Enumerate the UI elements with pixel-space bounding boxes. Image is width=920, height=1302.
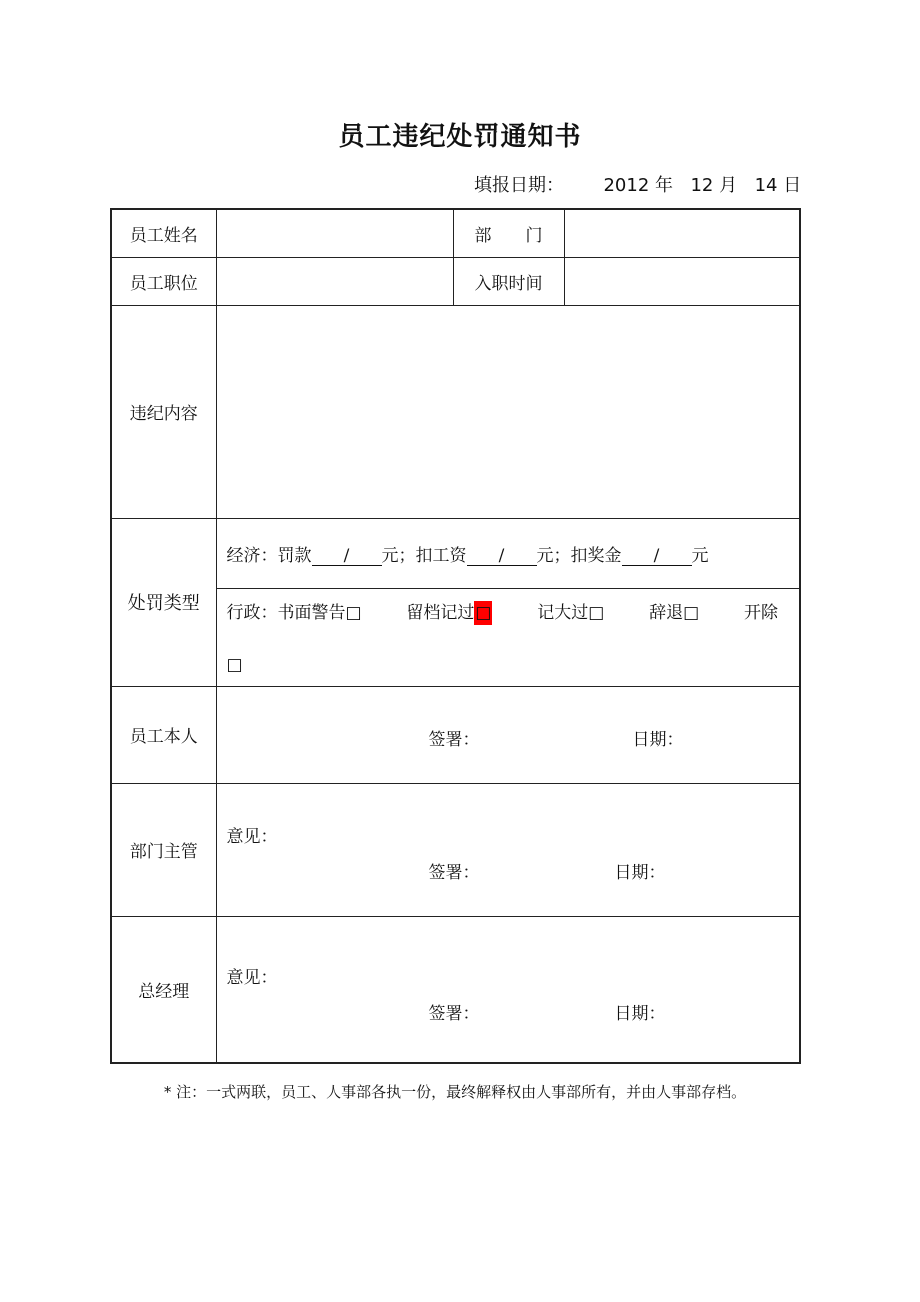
gm-opinion-area[interactable] xyxy=(216,916,800,1063)
fill-date-label: 填报日期： xyxy=(474,175,564,196)
admin-prefix: 行政：书面警告 xyxy=(226,602,346,623)
fill-date-month: 12 月 xyxy=(690,175,738,196)
row-position-hire xyxy=(111,257,800,305)
economic-prefix: 经济：罚款 xyxy=(226,545,312,566)
expulsion-label: 开除 xyxy=(744,602,778,623)
economic-unit-1: 元；扣工资 xyxy=(381,545,467,566)
admin-options-row xyxy=(227,601,790,625)
position-label: 员工职位 xyxy=(111,257,216,305)
fill-date-day: 14 日 xyxy=(754,175,802,196)
name-field[interactable] xyxy=(216,209,453,257)
dismissal-label: 辞退 xyxy=(649,602,684,623)
economic-unit-3: 元 xyxy=(691,545,709,566)
hire-date-label: 入职时间 xyxy=(453,257,564,305)
employee-date-label: 日期： xyxy=(632,729,684,750)
penalty-label-text: 处罚类型 xyxy=(127,593,200,614)
supervisor-label: 部门主管 xyxy=(111,783,216,916)
row-employee xyxy=(111,686,800,783)
penalty-form-table xyxy=(110,208,801,1064)
dept-label: 部 门 xyxy=(453,209,564,257)
document-title: 员工违纪处罚通知书 xyxy=(338,122,582,152)
dismissal-checkbox[interactable]: □ xyxy=(683,602,700,623)
employee-label: 员工本人 xyxy=(111,686,216,783)
row-penalty-economic xyxy=(111,518,800,588)
supervisor-opinion-area[interactable] xyxy=(216,783,800,916)
hire-date-field[interactable] xyxy=(564,257,800,305)
row-name-dept xyxy=(111,209,800,257)
violation-field[interactable] xyxy=(216,305,800,518)
dept-field[interactable] xyxy=(564,209,800,257)
row-gm xyxy=(111,916,800,1063)
admin-options-row-2 xyxy=(227,653,243,677)
supervisor-sign-label: 签署： xyxy=(428,862,480,883)
gm-date-label: 日期： xyxy=(614,1003,666,1024)
name-label: 员工姓名 xyxy=(111,209,216,257)
fill-date-year: 2012 年 xyxy=(603,175,673,196)
violation-label: 违纪内容 xyxy=(111,305,216,518)
record-demerit-checkbox[interactable]: □ xyxy=(475,602,492,623)
record-demerit-label: 留档记过 xyxy=(406,602,475,623)
fill-date-line xyxy=(474,171,801,197)
supervisor-opinion-label: 意见： xyxy=(226,826,278,847)
written-warning-checkbox[interactable]: □ xyxy=(345,602,362,623)
economic-unit-2: 元；扣奖金 xyxy=(536,545,622,566)
gm-label: 总经理 xyxy=(111,916,216,1063)
bonus-deduction-field[interactable]: / xyxy=(622,547,692,566)
gm-sign-label: 签署： xyxy=(428,1003,480,1024)
position-field[interactable] xyxy=(216,257,453,305)
footer-note: * 注：一式两联，员工、人事部各执一份，最终解释权由人事部所有，并由人事部存档。 xyxy=(163,1083,747,1101)
gm-opinion-label: 意见： xyxy=(226,967,278,988)
major-demerit-checkbox[interactable]: □ xyxy=(588,602,605,623)
major-demerit-label: 记大过 xyxy=(537,602,589,623)
economic-penalty-line xyxy=(216,518,800,588)
employee-sign-label: 签署： xyxy=(428,729,480,750)
supervisor-date-label: 日期： xyxy=(614,862,666,883)
admin-penalty-line xyxy=(216,588,800,686)
expulsion-checkbox[interactable]: □ xyxy=(226,654,243,675)
fine-amount-field[interactable]: / xyxy=(312,547,382,566)
wage-deduction-field[interactable]: / xyxy=(467,547,537,566)
penalty-label xyxy=(111,518,216,686)
row-violation xyxy=(111,305,800,518)
employee-signature-area xyxy=(216,686,800,783)
row-supervisor xyxy=(111,783,800,916)
